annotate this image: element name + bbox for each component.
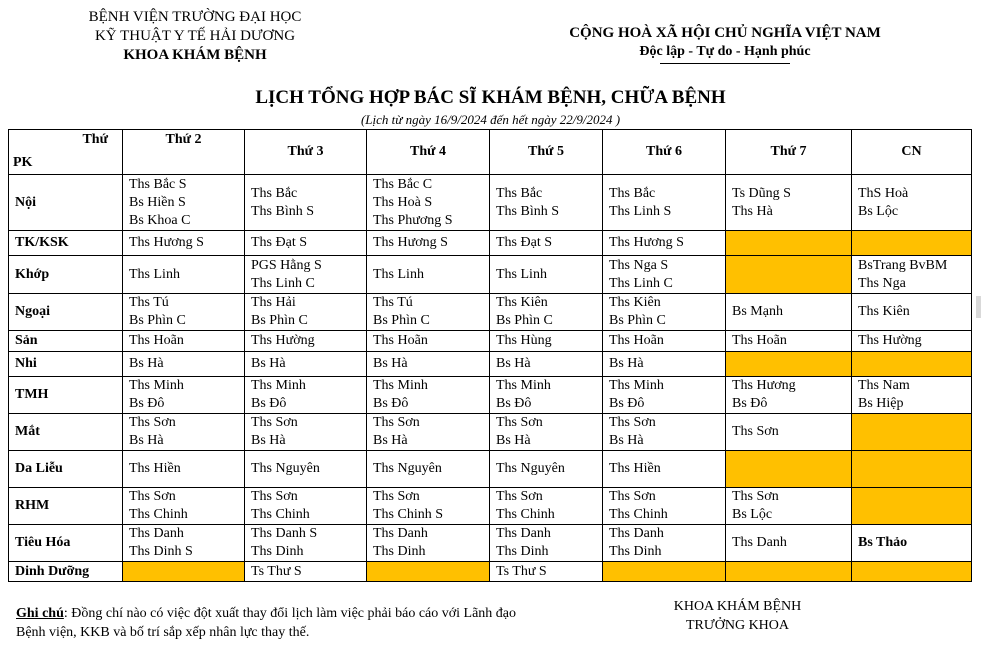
doctor-name: Ths Hương S: [609, 235, 684, 250]
doctor-name: Ths Hương: [732, 378, 796, 393]
doctor-cell: [367, 525, 490, 562]
doctor-name: Ths Hải: [251, 295, 296, 310]
doctor-cell: [367, 451, 490, 488]
empty-highlighted-cell: [852, 451, 972, 488]
doctor-cell: [245, 256, 367, 294]
column-header-cn: CN: [852, 130, 972, 175]
doctor-name: Ths Sơn: [609, 415, 656, 430]
doctor-name: Bs Đô: [251, 396, 287, 411]
doctor-name: Ths Hoà S: [373, 194, 433, 210]
doctor-cell: [367, 414, 490, 451]
doctor-name: Bs Khoa C: [129, 212, 191, 228]
department-label: Sản: [9, 331, 123, 352]
doctor-name: Ths Nam: [858, 378, 910, 393]
doctor-cell: [123, 256, 245, 294]
doctor-name: Ths Dinh S: [129, 544, 193, 559]
department-label: TMH: [9, 377, 123, 414]
schedule-table: [8, 129, 972, 582]
doctor-cell: [245, 488, 367, 525]
empty-highlighted-cell: [726, 352, 852, 377]
doctor-cell: [603, 414, 726, 451]
doctor-cell: [245, 562, 367, 582]
doctor-name: Ths Dinh: [609, 544, 662, 559]
doctor-cell: [245, 414, 367, 451]
empty-highlighted-cell: [852, 352, 972, 377]
doctor-name: Ths Hương S: [129, 235, 204, 250]
doctor-name: Ths Phương S: [373, 212, 453, 228]
department-label: Da Liễu: [9, 451, 123, 488]
doctor-name: Ths Chinh: [129, 507, 188, 522]
doctor-cell: [603, 488, 726, 525]
national-motto: Độc lập - Tự do - Hạnh phúc: [639, 44, 811, 59]
doctor-cell: [123, 294, 245, 331]
schedule-row: [9, 256, 972, 294]
signature-block: [640, 597, 835, 635]
doctor-cell: [490, 562, 603, 582]
note-block: [16, 604, 536, 642]
doctor-name: Ths Kiên: [496, 295, 548, 310]
doctor-cell: [852, 175, 972, 231]
schedule-row: [9, 377, 972, 414]
doctor-name: Ths Sơn: [609, 489, 656, 504]
column-header-thu6: Thứ 6: [603, 130, 726, 175]
corner-day-label: Thứ: [82, 132, 108, 147]
doctor-name: Bs Hiệp: [858, 396, 904, 411]
doctor-name: Ths Tú: [373, 295, 413, 310]
doctor-cell: [245, 451, 367, 488]
schedule-row: [9, 175, 972, 231]
doctor-name: PGS Hằng S: [251, 257, 322, 273]
doctor-cell: [726, 175, 852, 231]
doctor-name: Ths Sơn: [732, 489, 779, 504]
note-label: Ghi chú: [16, 606, 64, 621]
doctor-cell: [603, 525, 726, 562]
doctor-name: Ts Thư S: [251, 563, 302, 579]
doctor-cell: [603, 451, 726, 488]
doctor-name: Ths Danh S: [251, 526, 318, 541]
doctor-name: Ths Nga: [858, 275, 906, 291]
national-header: [540, 24, 910, 64]
doctor-name: Ths Hoãn: [732, 333, 787, 348]
department-label: Nội: [9, 175, 123, 231]
doctor-name: BsTrang BvBM: [858, 257, 948, 273]
doctor-name: Ths Linh: [373, 266, 424, 282]
empty-highlighted-cell: [726, 562, 852, 582]
schedule-row: [9, 331, 972, 352]
doctor-cell: [726, 488, 852, 525]
doctor-name: Ths Minh: [609, 378, 664, 393]
doctor-cell: [726, 377, 852, 414]
doctor-name: Ths Hà: [732, 203, 773, 219]
doctor-name: Ths Minh: [373, 378, 428, 393]
note-text: : Đồng chí nào có việc đột xuất thay đổi lịch làm việc phải báo cáo với Lãnh đạo Bệnh viện, KKB và bố trí sắp xếp nhân lực thay thế.: [16, 606, 517, 640]
doctor-name: Ths Bình S: [251, 203, 315, 219]
column-header-thu7: Thứ 7: [726, 130, 852, 175]
doctor-name: Ths Linh C: [609, 275, 673, 291]
doctor-cell: [367, 256, 490, 294]
doctor-name: Bs Hà: [373, 356, 408, 371]
schedule-row: [9, 414, 972, 451]
doctor-cell: [490, 231, 603, 256]
doctor-name: Ths Chinh: [609, 507, 668, 522]
doctor-name: Ths Dinh: [251, 544, 304, 559]
doctor-cell: [123, 525, 245, 562]
doctor-cell: [367, 294, 490, 331]
doctor-name: Bs Hà: [251, 433, 286, 448]
doctor-name: Ths Hường: [858, 333, 922, 348]
department-label: RHM: [9, 488, 123, 525]
doctor-cell: [603, 377, 726, 414]
doctor-name: Ths Linh C: [251, 275, 315, 291]
doctor-cell: [852, 377, 972, 414]
doctor-name: Ths Linh S: [609, 203, 672, 219]
corner-header-cell: [9, 130, 123, 175]
date-range-subtitle: (Lịch từ ngày 16/9/2024 đến hết ngày 22/9/2024 ): [360, 112, 621, 127]
empty-highlighted-cell: [726, 256, 852, 294]
doctor-cell: [245, 352, 367, 377]
doctor-name: Ths Sơn: [129, 415, 176, 430]
doctor-name: Bs Mạnh: [732, 304, 783, 319]
department-label: Nhi: [9, 352, 123, 377]
doctor-cell: [245, 377, 367, 414]
doctor-name: Bs Phìn C: [609, 313, 666, 328]
doctor-name: Bs Đô: [129, 396, 165, 411]
column-header-thu3: Thứ 3: [245, 130, 367, 175]
schedule-header-row: [9, 130, 972, 175]
doctor-cell: [367, 331, 490, 352]
doctor-cell: [490, 294, 603, 331]
doctor-name: Ts Dũng S: [732, 185, 791, 201]
corner-pk-label: PK: [13, 155, 33, 170]
department-label: Ngoại: [9, 294, 123, 331]
doctor-name: Ths Sơn: [496, 489, 543, 504]
doctor-name: Ths Bắc: [609, 185, 656, 201]
doctor-cell: [603, 294, 726, 331]
doctor-name: Bs Hà: [496, 356, 531, 371]
doctor-name: Ths Hiền: [129, 461, 181, 476]
doctor-cell: [245, 231, 367, 256]
doctor-cell: [123, 331, 245, 352]
signature-title: TRƯỞNG KHOA: [685, 618, 790, 633]
doctor-name: Bs Hà: [129, 356, 164, 371]
doctor-name: Ths Hùng: [496, 333, 552, 348]
doctor-name: Bs Hà: [251, 356, 286, 371]
doctor-name: Ths Hoãn: [609, 333, 664, 348]
doctor-name: Bs Phìn C: [251, 313, 308, 328]
doctor-name: Ths Tú: [129, 295, 169, 310]
doctor-name: Bs Phìn C: [496, 313, 553, 328]
doctor-name: Ths Hiền: [609, 461, 661, 476]
doctor-cell: [123, 414, 245, 451]
doctor-cell: [603, 256, 726, 294]
doctor-cell: [367, 377, 490, 414]
doctor-cell: [603, 231, 726, 256]
doctor-name: Ths Danh: [129, 526, 184, 541]
doctor-name: Ths Dinh: [373, 544, 426, 559]
empty-highlighted-cell: [367, 562, 490, 582]
department-label: Mắt: [9, 414, 123, 451]
doctor-name: Ths Minh: [251, 378, 306, 393]
column-header-thu4: Thứ 4: [367, 130, 490, 175]
doctor-name: Bs Lộc: [858, 203, 899, 219]
schedule-row: [9, 562, 972, 582]
doctor-name: Bs Hiền S: [129, 194, 186, 210]
doctor-name: Ths Bắc: [496, 185, 543, 201]
doctor-cell: [490, 451, 603, 488]
doctor-name: Ths Nguyên: [373, 461, 442, 476]
empty-highlighted-cell: [123, 562, 245, 582]
doctor-cell: [490, 331, 603, 352]
hospital-name-line2: KỸ THUẬT Y TẾ HẢI DƯƠNG: [94, 28, 296, 44]
schedule-row: [9, 231, 972, 256]
doctor-name: Bs Lộc: [732, 507, 773, 522]
schedule-row: [9, 294, 972, 331]
doctor-name: Ths Kiên: [858, 304, 910, 319]
schedule-row: [9, 451, 972, 488]
doctor-name: Bs Đô: [732, 396, 768, 411]
doctor-cell: [245, 175, 367, 231]
doctor-name: Bs Hà: [496, 433, 531, 448]
doctor-name: Ts Thư S: [496, 563, 547, 579]
doctor-cell: [245, 294, 367, 331]
department-name: KHOA KHÁM BỆNH: [123, 47, 267, 63]
doctor-cell: [490, 525, 603, 562]
doctor-name: Bs Đô: [496, 396, 532, 411]
doctor-cell: [123, 231, 245, 256]
empty-highlighted-cell: [852, 562, 972, 582]
doctor-name: Ths Sơn: [129, 489, 176, 504]
motto-underline: [660, 63, 790, 64]
doctor-name: Ths Đạt S: [496, 235, 552, 250]
signature-department: KHOA KHÁM BỆNH: [673, 599, 802, 614]
empty-highlighted-cell: [852, 414, 972, 451]
doctor-cell: [245, 525, 367, 562]
doctor-name: Ths Dinh: [496, 544, 549, 559]
doctor-name: Ths Bắc: [251, 185, 298, 201]
doctor-name: Ths Bắc C: [373, 176, 433, 192]
department-label: Dinh Dưỡng: [9, 562, 123, 582]
doctor-name: Ths Sơn: [373, 489, 420, 504]
doctor-name: Ths Hường: [251, 333, 315, 348]
doctor-cell: [603, 352, 726, 377]
doctor-name: Ths Chinh: [496, 507, 555, 522]
doctor-cell: [367, 231, 490, 256]
doctor-name: Ths Danh: [609, 526, 664, 541]
doctor-name: Ths Linh: [496, 266, 547, 282]
doctor-cell: [726, 331, 852, 352]
doctor-cell: [490, 488, 603, 525]
doctor-cell: [123, 451, 245, 488]
hospital-name-line1: BỆNH VIỆN TRƯỜNG ĐẠI HỌC: [88, 9, 302, 25]
doctor-name: Ths Danh: [496, 526, 551, 541]
doctor-cell: [490, 377, 603, 414]
doctor-name: Ths Minh: [129, 378, 184, 393]
empty-highlighted-cell: [726, 231, 852, 256]
department-label: TK/KSK: [9, 231, 123, 256]
doctor-cell: [490, 414, 603, 451]
doctor-cell: [123, 352, 245, 377]
schedule-row: [9, 525, 972, 562]
doctor-name: Ths Sơn: [373, 415, 420, 430]
doctor-cell: [726, 525, 852, 562]
doctor-cell: [603, 175, 726, 231]
doctor-cell: [852, 525, 972, 562]
doctor-name: Ths Minh: [496, 378, 551, 393]
doctor-name: Ths Bình S: [496, 203, 560, 219]
doctor-name: Bs Phìn C: [129, 313, 186, 328]
doctor-name: Ths Kiên: [609, 295, 661, 310]
doctor-cell: [490, 352, 603, 377]
doctor-cell: [367, 488, 490, 525]
doctor-name: Ths Chinh S: [373, 507, 444, 522]
doctor-name: Ths Danh: [373, 526, 428, 541]
doctor-cell: [490, 175, 603, 231]
doctor-name: Ths Sơn: [732, 424, 779, 439]
doctor-name: Ths Nguyên: [496, 461, 565, 476]
doctor-cell: [367, 352, 490, 377]
doctor-cell: [490, 256, 603, 294]
doctor-name: Ths Chinh: [251, 507, 310, 522]
doctor-name: Ths Bắc S: [129, 176, 187, 192]
page-edge-mark: [976, 296, 981, 318]
doctor-name: Ths Sơn: [496, 415, 543, 430]
doctor-cell: [726, 294, 852, 331]
doctor-cell: [123, 377, 245, 414]
doctor-cell: [245, 331, 367, 352]
doctor-name: Ths Nguyên: [251, 461, 320, 476]
doctor-name: Bs Thảo: [858, 535, 908, 550]
empty-highlighted-cell: [852, 488, 972, 525]
doctor-cell: [123, 488, 245, 525]
national-title: CỘNG HOÀ XÃ HỘI CHỦ NGHĨA VIỆT NAM: [569, 25, 881, 41]
schedule-row: [9, 352, 972, 377]
column-header-thu2: Thứ 2: [123, 130, 245, 175]
doctor-name: Bs Phìn C: [373, 313, 430, 328]
doctor-name: Bs Hà: [373, 433, 408, 448]
hospital-header: [40, 8, 350, 65]
doctor-cell: [726, 414, 852, 451]
column-header-thu5: Thứ 5: [490, 130, 603, 175]
doctor-cell: [852, 331, 972, 352]
doctor-cell: [367, 175, 490, 231]
doctor-name: Bs Hà: [129, 433, 164, 448]
doctor-name: Bs Đô: [373, 396, 409, 411]
doctor-name: Bs Hà: [609, 433, 644, 448]
department-label: Tiêu Hóa: [9, 525, 123, 562]
doctor-name: Ths Sơn: [251, 489, 298, 504]
doctor-name: Ths Linh: [129, 266, 180, 282]
doctor-name: Ths Danh: [732, 535, 787, 550]
empty-highlighted-cell: [603, 562, 726, 582]
doctor-name: ThS Hoà: [858, 185, 909, 201]
page-title: LỊCH TỔNG HỢP BÁC SĨ KHÁM BỆNH, CHỮA BỆNH: [255, 87, 726, 108]
doctor-cell: [603, 331, 726, 352]
department-label: Khớp: [9, 256, 123, 294]
doctor-name: Ths Hoãn: [373, 333, 428, 348]
empty-highlighted-cell: [852, 231, 972, 256]
doctor-cell: [852, 256, 972, 294]
doctor-name: Bs Đô: [609, 396, 645, 411]
doctor-name: Ths Nga S: [609, 257, 669, 273]
doctor-cell: [852, 294, 972, 331]
doctor-name: Ths Hương S: [373, 235, 448, 250]
doctor-name: Ths Đạt S: [251, 235, 307, 250]
doctor-cell: [123, 175, 245, 231]
schedule-row: [9, 488, 972, 525]
doctor-name: Bs Hà: [609, 356, 644, 371]
doctor-name: Ths Hoãn: [129, 333, 184, 348]
doctor-name: Ths Sơn: [251, 415, 298, 430]
empty-highlighted-cell: [726, 451, 852, 488]
